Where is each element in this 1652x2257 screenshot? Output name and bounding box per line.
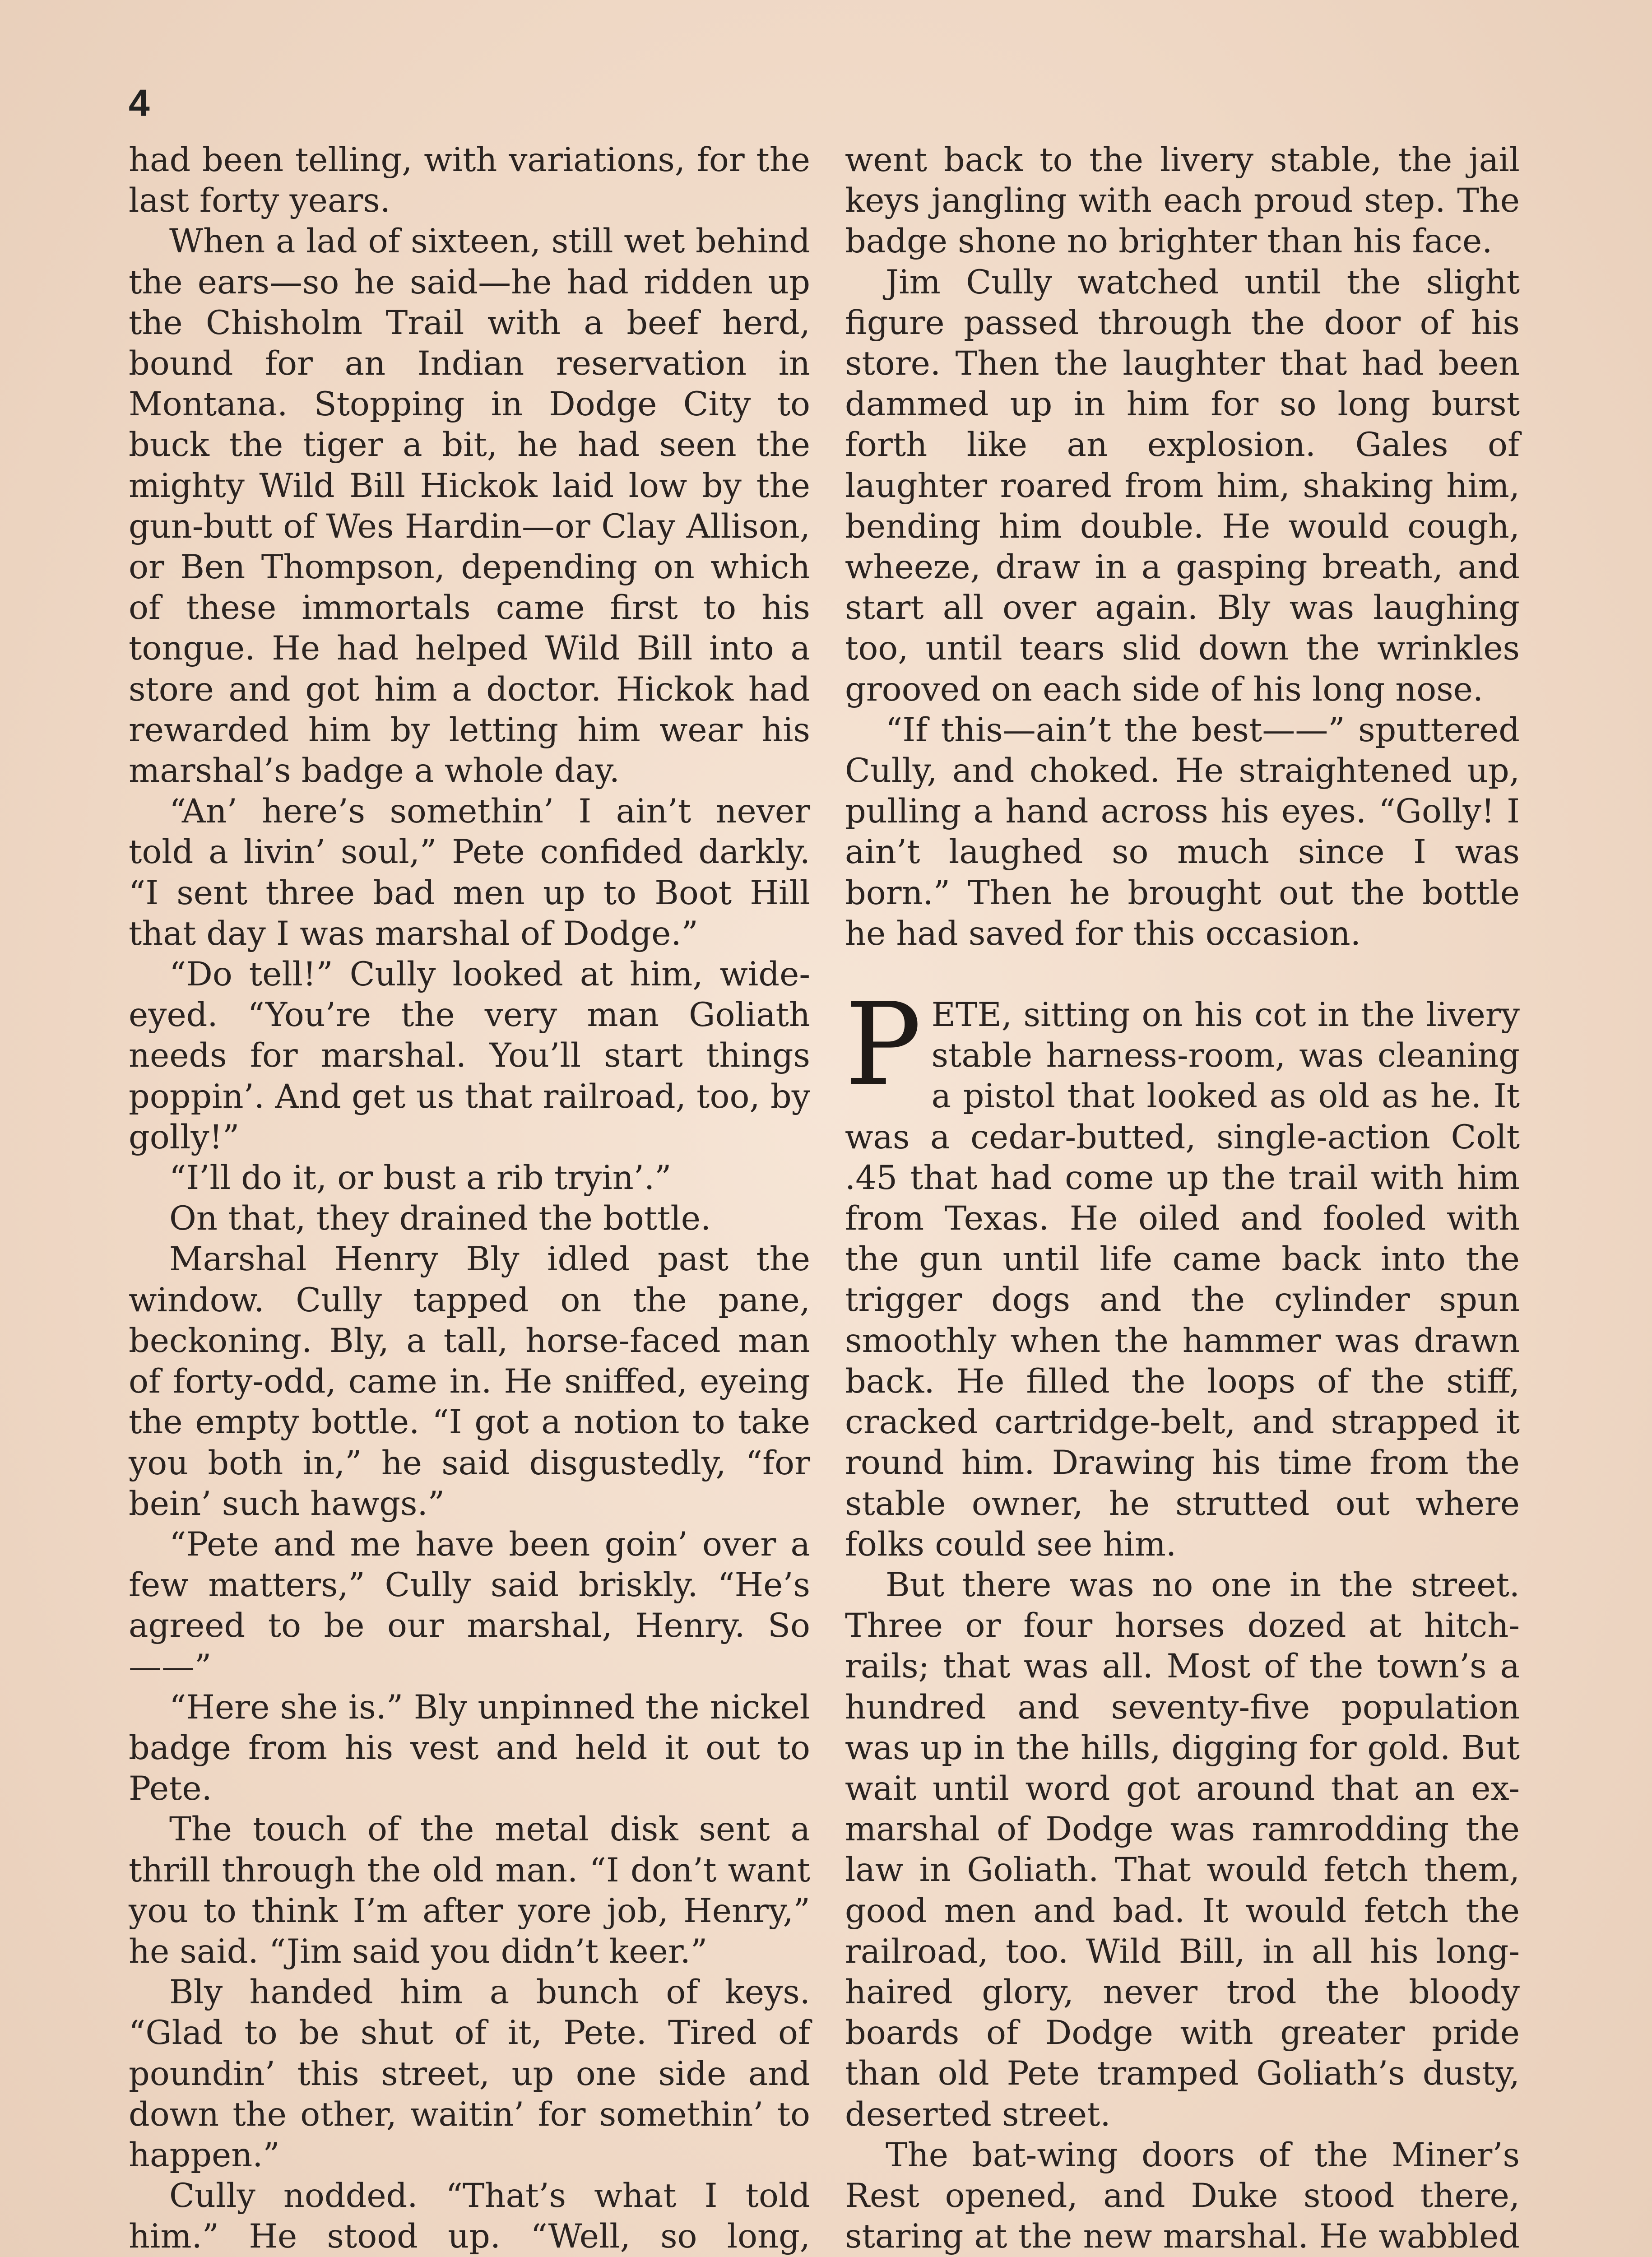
- paragraph: Cully nodded. “That’s what I told him.” He stood up. “Well, so long,: [129, 2177, 810, 2256]
- paragraph: Bly handed him a bunch of keys. “Glad to be shut of it, Pete. Tired of poundin’ this street, up one side and down the other, waitin’ for somethin’ to happen.”: [129, 1973, 810, 2174]
- paragraph: When a lad of sixteen, still wet behind the ears—so he said—he had ridden up the Chisholm Trail with a beef herd, bound for an Indian reservation in Montana. Stopping in Dodge City to buck the tiger a bit, he had seen the mighty Wild Bill Hickok laid low by the gun-butt of Wes Hardin—or Clay Allison, or Ben Thompson, depending on which of these immortals came first to his tongue. He had helped Wild Bill into a store and got him a doctor. Hickok had rewarded him by letting him wear his marshal’s badge a whole day.: [129, 222, 810, 790]
- paragraph: On that, they drained the bottle.: [169, 1199, 711, 1238]
- paragraph: “Pete and me have been goin’ over a few matters,” Cully said briskly. “He’s agreed to be our marshal, Henry. So——”: [129, 1525, 810, 1686]
- section-break: [845, 954, 1520, 995]
- paragraph: Marshal Henry Bly idled past the window. Cully tapped on the pane, beckoning. Bly, a tall, horse-faced man of forty-odd, came in. He sniffed, eyeing the empty bottle. “I got a notion to take you both in,” he said disgustedly, “for bein’ such hawgs.”: [129, 1240, 810, 1523]
- paragraph: But there was no one in the street. Three or four horses dozed at hitch-rails; that was all. Most of the town’s a hundred and seventy-five population was up in the hills, digging for gold. But wait until word got around that an ex-marshal of Dodge was ramrodding the law in Goliath. That would fetch them, good men and bad. It would fetch the railroad, too. Wild Bill, in all his long-haired glory, never trod the bloody boards of Dodge with greater pride than old Pete tramped Goliath’s dusty, deserted street.: [845, 1565, 1520, 2134]
- paragraph: Jim Cully watched until the slight figure passed through the door of his store. Then the laughter that had been dammed up in him for so long burst forth like an explosion. Gales of laughter roared from him, shaking him, bending him double. He would cough, wheeze, draw in a gasping breath, and start all over again. Bly was laughing too, until tears slid down the wrinkles grooved on each side of his long nose.: [845, 263, 1520, 709]
- paragraph: “If this—ain’t the best——” sputtered Cully, and choked. He straightened up, pulling a hand across his eyes. “Golly! I ain’t laughed so much since I was born.” Then he brought out the bottle he had saved for this occasion.: [845, 711, 1520, 953]
- drop-cap: P: [845, 979, 922, 1111]
- paragraph: The bat-wing doors of the Miner’s Rest opened, and Duke stood there, staring at the new marshal. He wabbled: [845, 2136, 1520, 2256]
- paragraph: The touch of the metal disk sent a thrill through the old man. “I don’t want you to think I’m after yore job, Henry,” he said. “Jim said you didn’t keer.”: [129, 1810, 810, 1971]
- paragraph: went back to the livery stable, the jail keys jangling with each proud step. The badge shone no brighter than his face.: [845, 141, 1520, 261]
- page-number: 4: [129, 82, 150, 124]
- paragraph: “An’ here’s somethin’ I ain’t never told a livin’ soul,” Pete confided darkly. “I sent three bad men up to Boot Hill that day I was marshal of Dodge.”: [129, 792, 810, 953]
- paragraph: “Do tell!” Cully looked at him, wide-eyed. “You’re the very man Goliath needs for marshal. You’ll start things poppin’. And get us that railroad, too, by golly!”: [129, 955, 810, 1156]
- section-opening-text: ETE, sitting on his cot in the livery stable harness-room, was cleaning a pistol that looked as old as he. It was a cedar-butted, single-action Colt .45 that had come up the trail with him from Texas. He oiled and fooled with the gun until life came back into the trigger dogs and the cylinder spun smoothly when the hammer was drawn back. He filled the loops of the stiff, cracked cartridge-belt, and strapped it round him. Drawing his time from the stable owner, he strutted out where folks could see him.: [845, 996, 1520, 1564]
- paragraph: had been telling, with variations, for the last forty years.: [129, 141, 810, 220]
- section-opening-paragraph: [845, 979, 1520, 1565]
- paragraph: “Here she is.” Bly unpinned the nickel badge from his vest and held it out to Pete.: [129, 1688, 810, 1808]
- right-column: [845, 140, 1520, 2257]
- left-column: [129, 140, 810, 2257]
- paragraph: “I’ll do it, or bust a rib tryin’.”: [169, 1159, 672, 1198]
